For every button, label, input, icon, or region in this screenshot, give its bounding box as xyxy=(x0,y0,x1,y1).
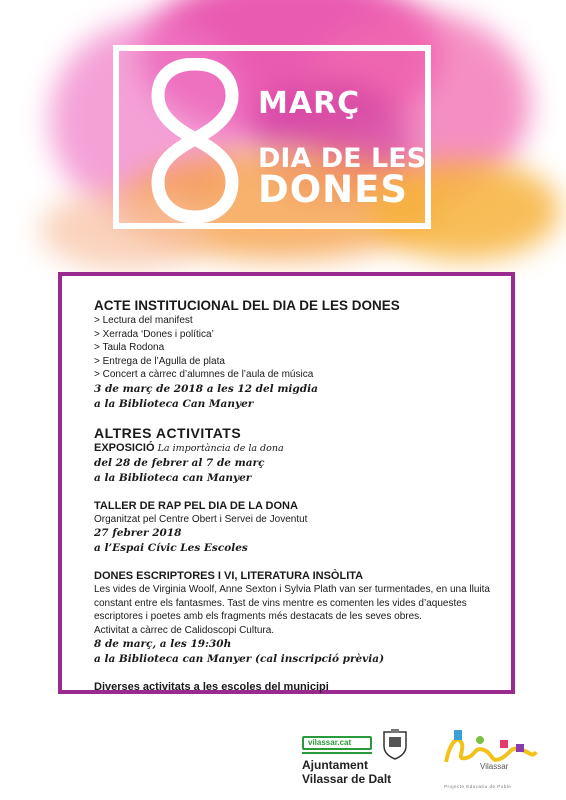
vilassar-name: Vilassar xyxy=(480,762,509,771)
ajuntament-logo xyxy=(300,728,410,788)
dones-desc: Activitat a càrrec de Calidoscopi Cultura. xyxy=(94,624,275,636)
ajuntament-divider xyxy=(302,752,372,754)
acte-date: 3 de març de 2018 a les 12 del migdia xyxy=(94,382,318,395)
acte-item: > Xerrada ‘Dones i política’ xyxy=(94,328,214,340)
ajuntament-line2: Vilassar de Dalt xyxy=(302,772,392,786)
dones-desc: constant entre els fantasmes. Tast de vins mentre es comenten les vides d’aquestes xyxy=(94,597,467,609)
dones-date: 8 de març, a les 19:30h xyxy=(94,638,232,650)
acte-item: > Entrega de l’Agulla de plata xyxy=(94,355,225,367)
dones-place: a la Biblioteca can Manyer (cal inscripció prèvia) xyxy=(94,653,385,665)
eight-numeral-icon xyxy=(150,58,240,223)
taller-title: TALLER DE RAP PEL DIA DE LA DONA xyxy=(94,499,298,512)
crest-icon xyxy=(382,728,408,760)
ajuntament-tag: vilassar.cat xyxy=(302,736,372,750)
colorful-scribble-icon xyxy=(440,722,540,782)
taller-date: 27 febrer 2018 xyxy=(94,527,182,539)
taller-org: Organitzat pel Centre Obert i Servei de Joventut xyxy=(94,513,308,525)
expo-date: del 28 de febrer al 7 de març xyxy=(94,456,265,469)
acte-item: > Lectura del manifest xyxy=(94,315,193,326)
vilassar-subtitle: Projecte Educatiu de Poble xyxy=(444,784,512,789)
vilassar-pep-logo xyxy=(440,722,540,792)
ajuntament-line1: Ajuntament xyxy=(302,758,368,772)
hero-line3: DONES xyxy=(258,168,409,211)
altres-title: ALTRES ACTIVITATS xyxy=(94,424,242,441)
expo-name: La importància de la dona xyxy=(157,442,284,454)
hero-line2: DIA DE LES xyxy=(258,143,427,174)
hero-banner xyxy=(0,0,566,300)
hero-month: MARÇ xyxy=(258,86,361,121)
expo-line xyxy=(94,441,504,456)
acte-item: > Taula Rodona xyxy=(94,342,165,353)
dones-title: DONES ESCRIPTORES I VI, LITERATURA INSÒLITA xyxy=(94,570,364,582)
acte-item: > Concert a càrrec d’alumnes de l’aula de música xyxy=(94,369,314,380)
acte-title: ACTE INSTITUCIONAL DEL DIA DE LES DONES xyxy=(94,298,400,313)
acte-place: a la Biblioteca Can Manyer xyxy=(94,397,254,410)
dones-desc: escriptores i poetes amb els fragments més destacats de les seves obres. xyxy=(94,611,422,622)
expo-place: a la Biblioteca can Manyer xyxy=(94,471,252,484)
diverses-text: Diverses activitats a les escoles del municipi xyxy=(94,681,329,693)
taller-place: a l’Espai Cívic Les Escoles xyxy=(94,542,248,554)
dones-desc: Les vides de Virginia Woolf, Anne Sexton i Sylvia Plath van ser turmentades, en una lluita xyxy=(94,584,490,595)
program-content xyxy=(94,298,504,694)
program-box xyxy=(58,272,515,694)
expo-label: EXPOSICIÓ xyxy=(94,441,155,454)
